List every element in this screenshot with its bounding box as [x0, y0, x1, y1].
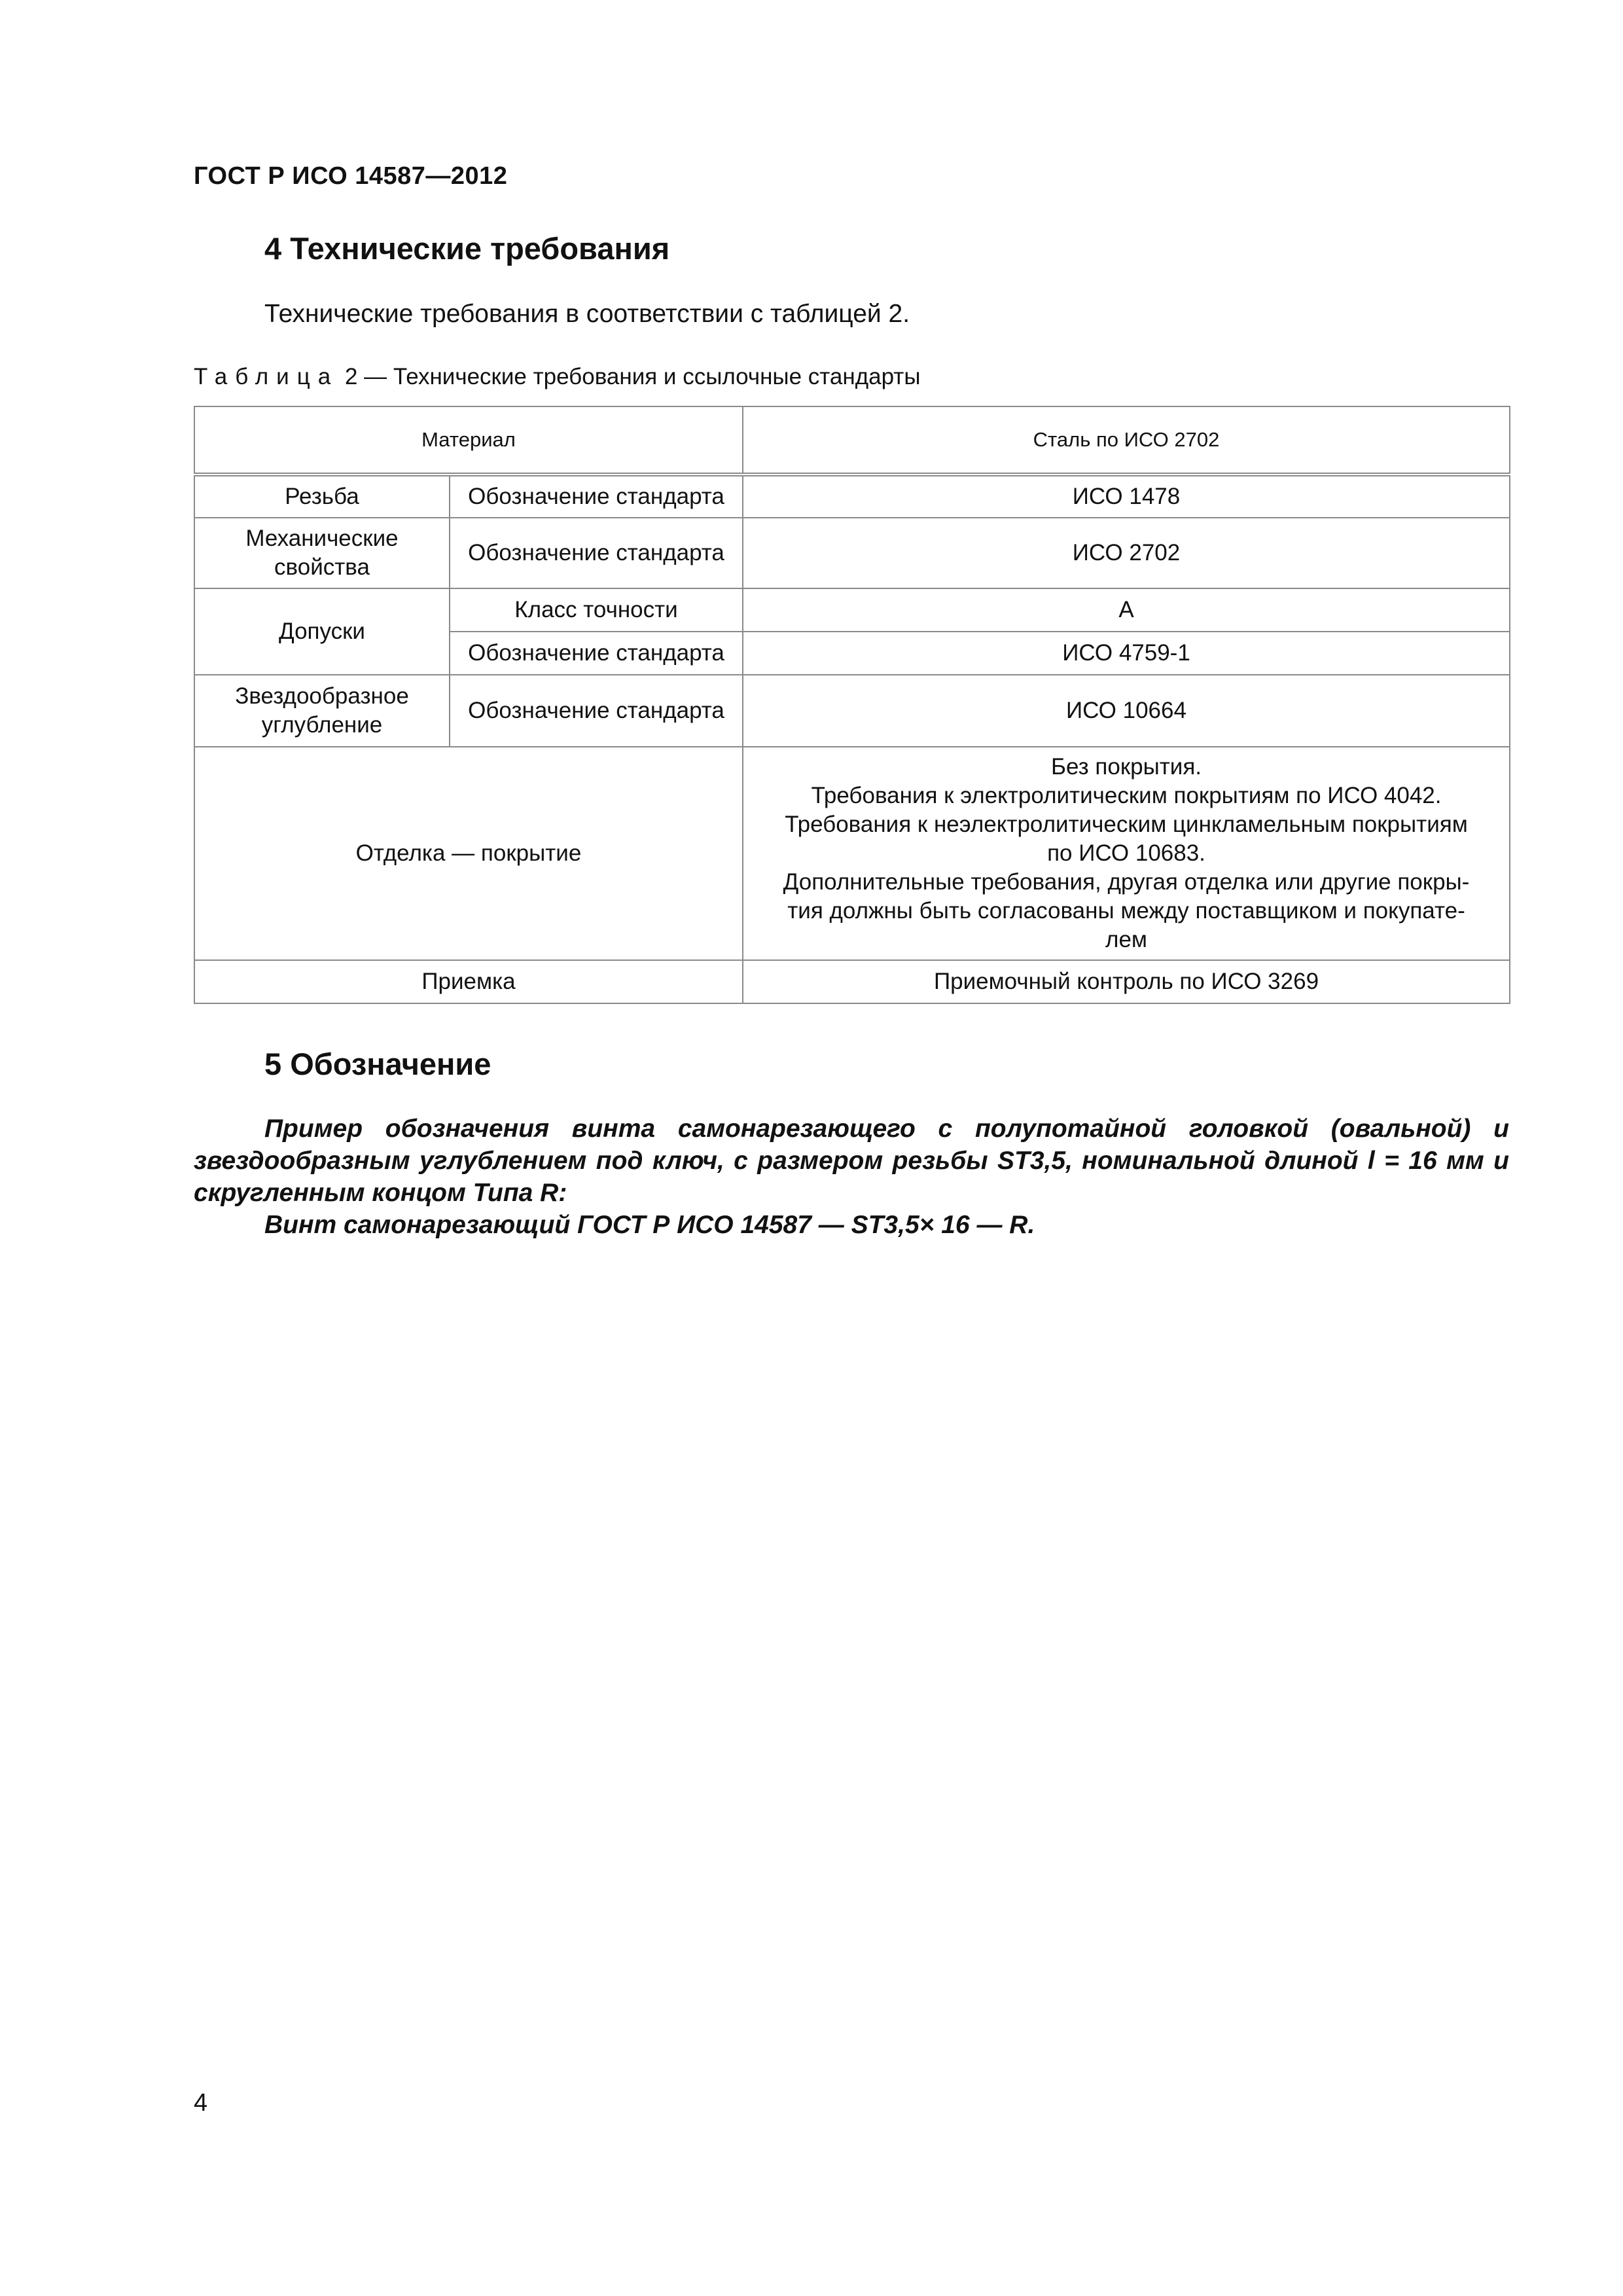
table-caption-label: Таблица	[194, 364, 339, 389]
row-tol-std-param: Обозначение стандарта	[450, 632, 743, 675]
row-thread-value: ИСО 1478	[743, 475, 1510, 518]
row-star-param: Обозначение стандарта	[450, 675, 743, 747]
table-row	[194, 960, 1510, 1003]
row-tol-group: Допуски	[194, 588, 450, 675]
finish-line: тия должны быть согласованы между поставщиком и покупате-	[787, 898, 1465, 924]
table-caption-text: 2 — Технические требования и ссылочные стандарты	[338, 364, 921, 389]
table-row	[194, 475, 1510, 518]
row-thread-group: Резьба	[194, 475, 450, 518]
page-number: 4	[194, 2089, 208, 2117]
row-finish-group: Отделка — покрытие	[194, 747, 743, 960]
row-finish-value	[743, 747, 1510, 960]
table-header-row	[194, 406, 1510, 475]
finish-line: Требования к неэлектролитическим цинкламельным покрытиям	[785, 812, 1468, 837]
finish-line: Без покрытия.	[1050, 754, 1202, 780]
header-material: Материал	[194, 406, 743, 475]
row-mech-param: Обозначение стандарта	[450, 518, 743, 588]
document-header: ГОСТ Р ИСО 14587—2012	[194, 162, 508, 190]
table-row	[194, 747, 1510, 960]
finish-line: лем	[1105, 927, 1147, 952]
header-steel: Сталь по ИСО 2702	[743, 406, 1510, 475]
example-text: Пример обозначения винта самонарезающего с полупотайной головкой (овальной) и звездообразным углублением под ключ, с размером резьбы ST3,5, номинальной длиной l = 16 мм и скругленным концом Типа R:	[194, 1115, 1509, 1207]
section-5-title: 5 Обозначение	[264, 1047, 491, 1081]
table-row	[194, 518, 1510, 588]
row-tol-std-value: ИСО 4759-1	[743, 632, 1510, 675]
finish-line: Дополнительные требования, другая отделка или другие покры-	[783, 869, 1470, 895]
row-accept-value: Приемочный контроль по ИСО 3269	[743, 960, 1510, 1003]
section-4-title: 4 Технические требования	[264, 231, 670, 266]
requirements-table	[194, 406, 1510, 1004]
row-star-group: Звездообразное углубление	[194, 675, 450, 747]
finish-line: Требования к электролитическим покрытиям по ИСО 4042.	[811, 783, 1442, 808]
row-mech-value: ИСО 2702	[743, 518, 1510, 588]
designation-example	[194, 1113, 1509, 1241]
row-accept-group: Приемка	[194, 960, 743, 1003]
row-thread-param: Обозначение стандарта	[450, 475, 743, 518]
table-row	[194, 675, 1510, 747]
finish-line: по ИСО 10683.	[1047, 840, 1205, 866]
row-star-value: ИСО 10664	[743, 675, 1510, 747]
section-4-intro: Технические требования в соответствии с таблицей 2.	[264, 300, 910, 328]
row-tol-class-value: A	[743, 588, 1510, 632]
table-caption	[194, 364, 920, 390]
row-tol-class-param: Класс точности	[450, 588, 743, 632]
row-mech-group: Механические свойства	[194, 518, 450, 588]
designation-line: Винт самонарезающий ГОСТ Р ИСО 14587 — ST3,5× 16 — R.	[264, 1211, 1035, 1239]
table-row	[194, 588, 1510, 632]
